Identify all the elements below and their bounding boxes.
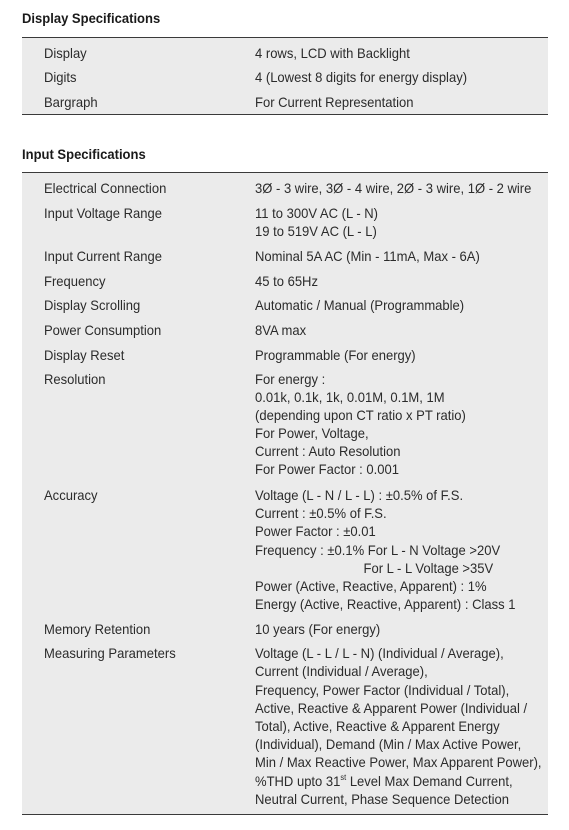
spec-label: Electrical Connection (44, 180, 167, 196)
spec-value: For Current Representation (255, 94, 414, 110)
spec-value: 11 to 300V AC (L - N) (255, 205, 379, 221)
spec-label: Frequency (44, 273, 106, 289)
spec-label: Input Voltage Range (44, 205, 163, 221)
spec-value: Neutral Current, Phase Sequence Detection (255, 791, 510, 807)
spec-value: 3Ø - 3 wire, 3Ø - 4 wire, 2Ø - 3 wire, 1Ø - 2 wire (255, 180, 532, 196)
spec-value: Nominal 5A AC (Min - 11mA, Max - 6A) (255, 248, 480, 264)
spec-value: Power (Active, Reactive, Apparent) : 1% (255, 578, 487, 594)
spec-label: Display Reset (44, 347, 125, 363)
spec-value: Active, Reactive & Apparent Power (Individual / (255, 700, 528, 716)
spec-value: Voltage (L - L / L - N) (Individual / Average), (255, 645, 504, 661)
display-specs-table (22, 37, 548, 115)
spec-label: Accuracy (44, 487, 98, 503)
spec-value: %THD upto 31st Level Max Demand Current, (255, 773, 513, 789)
input-specs-title: Input Specifications (22, 146, 146, 162)
display-specs-title: Display Specifications (22, 10, 161, 26)
spec-value: Total), Active, Reactive & Apparent Energy (255, 718, 500, 734)
spec-value: 10 years (For energy) (255, 621, 381, 637)
spec-value: Current : ±0.5% of F.S. (255, 505, 387, 521)
spec-value: Frequency, Power Factor (Individual / Total), (255, 682, 510, 698)
spec-value: 19 to 519V AC (L - L) (255, 223, 377, 239)
spec-value: Programmable (For energy) (255, 347, 416, 363)
spec-value: Energy (Active, Reactive, Apparent) : Class 1 (255, 596, 516, 612)
spec-value: 4 (Lowest 8 digits for energy display) (255, 69, 468, 85)
spec-value: 8VA max (255, 322, 307, 338)
spec-value: (depending upon CT ratio x PT ratio) (255, 407, 466, 423)
spec-value: Min / Max Reactive Power, Max Apparent Power), (255, 754, 542, 770)
spec-label: Measuring Parameters (44, 645, 176, 661)
spec-value: Voltage (L - N / L - L) : ±0.5% of F.S. (255, 487, 464, 503)
input-specs-table (22, 172, 548, 815)
spec-label: Display (44, 45, 87, 61)
spec-value: For Power, Voltage, (255, 425, 369, 441)
spec-value: Frequency : ±0.1% For L - N Voltage >20V (255, 542, 501, 558)
spec-label: Memory Retention (44, 621, 151, 637)
spec-label: Input Current Range (44, 248, 162, 264)
spec-value: 0.01k, 0.1k, 1k, 0.01M, 0.1M, 1M (255, 389, 445, 405)
spec-label: Display Scrolling (44, 297, 141, 313)
spec-label: Power Consumption (44, 322, 162, 338)
spec-label: Digits (44, 69, 77, 85)
spec-value: For Power Factor : 0.001 (255, 461, 400, 477)
spec-value: Current (Individual / Average), (255, 663, 428, 679)
spec-value: For energy : (255, 371, 326, 387)
spec-value: (Individual), Demand (Min / Max Active Power, (255, 736, 522, 752)
spec-value: Automatic / Manual (Programmable) (255, 297, 465, 313)
spec-value: Power Factor : ±0.01 (255, 523, 376, 539)
spec-value: Current : Auto Resolution (255, 443, 401, 459)
spec-value: For L - L Voltage >35V (255, 560, 494, 576)
spec-value: 45 to 65Hz (255, 273, 318, 289)
spec-label: Resolution (44, 371, 106, 387)
spec-label: Bargraph (44, 94, 98, 110)
spec-value: 4 rows, LCD with Backlight (255, 45, 410, 61)
ordinal-suffix: st (340, 773, 347, 782)
